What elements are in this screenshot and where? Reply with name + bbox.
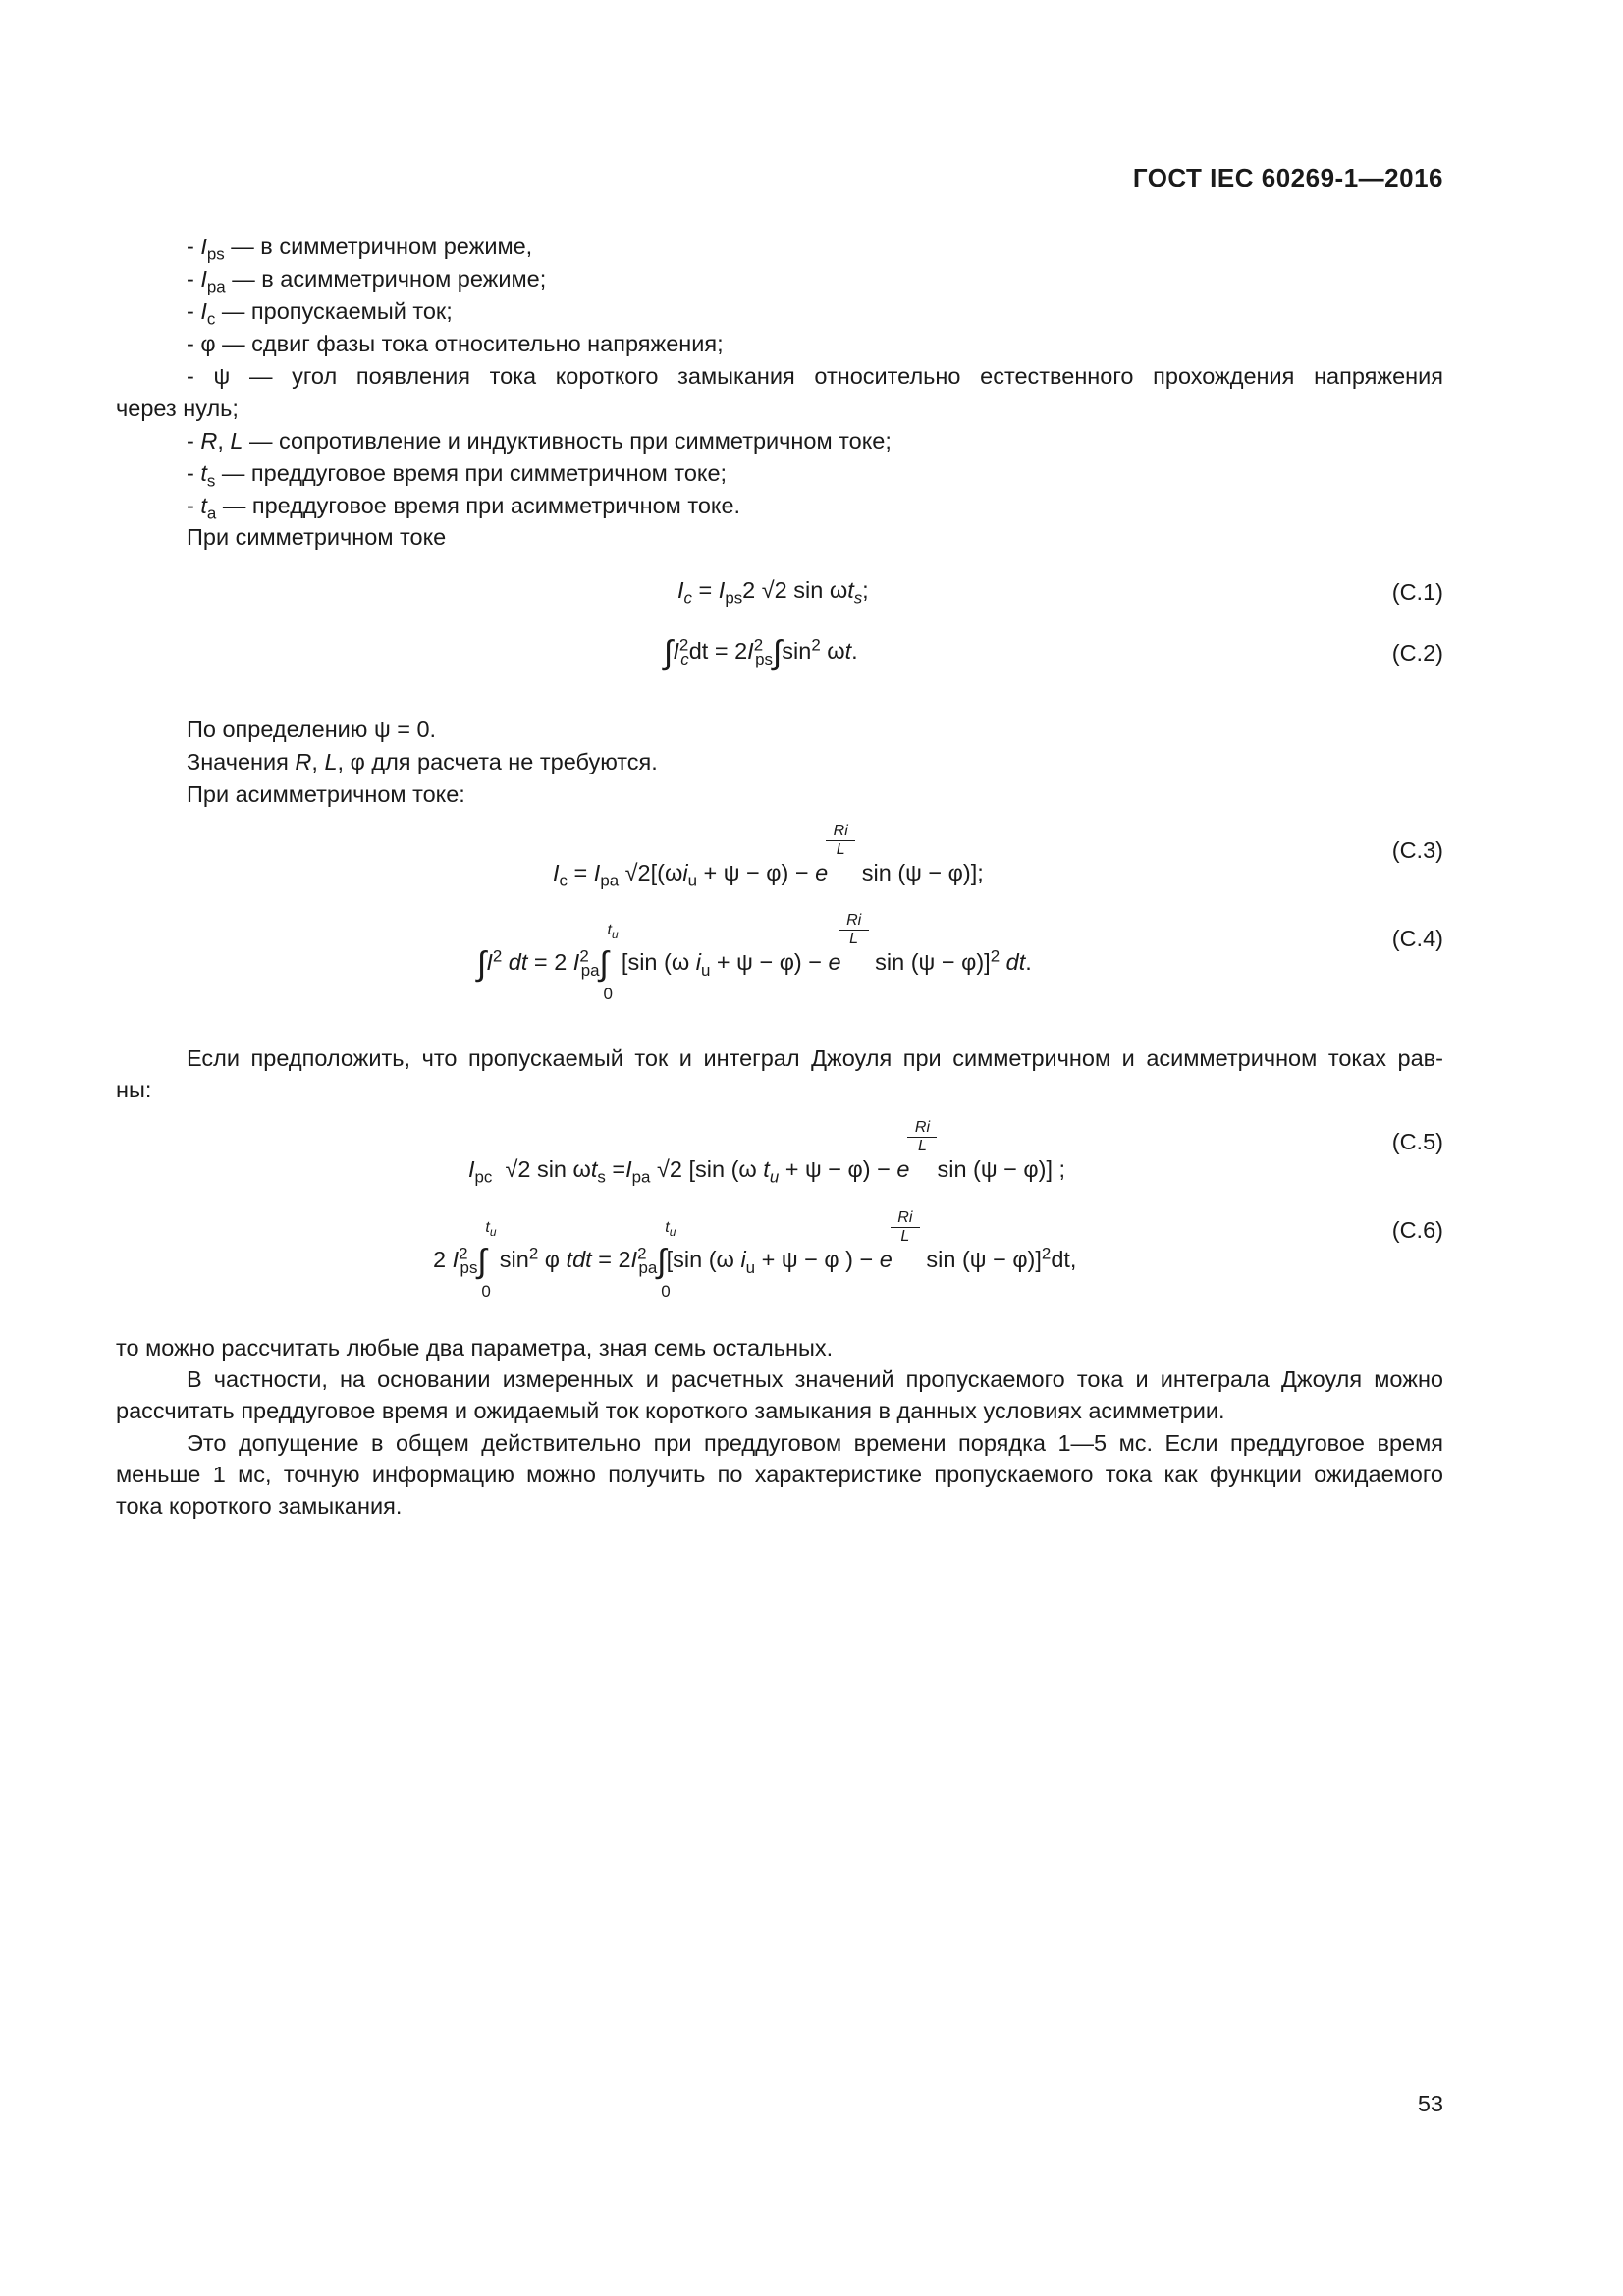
definition-ta: - $t_a$ — преддуговое время при асимметричном токе. bbox=[187, 493, 741, 523]
equation-number-c5: (C.5) bbox=[1391, 1129, 1443, 1154]
equation-c3: $I_c = I_{pa}$ $√2[(\omega i_u + \psi - \varphi) - e$ $\frac{Ri}{L}$ sin (ψ − φ)]; bbox=[553, 823, 984, 890]
document-header: ГОСТ IEC 60269-1—2016 bbox=[1132, 163, 1443, 192]
psi-definition: По определению ψ = 0. bbox=[187, 717, 437, 742]
sym-intro: При симметричном токе bbox=[187, 524, 447, 550]
equation-number-c4: (C.4) bbox=[1391, 926, 1443, 951]
paragraph-any-two: то можно рассчитать любые два параметра, зная семь остальных. bbox=[116, 1335, 834, 1361]
definition-ic: - $I_c$ — пропускаемый ток; bbox=[187, 298, 453, 329]
definition-ts: - $t_s$ — преддуговое время при симметричном токе; bbox=[187, 460, 728, 491]
not-required-note: Значения R, L, φ для расчета не требуются. bbox=[187, 749, 658, 774]
definition-ips: - $I_{ps}$ — в симметричном режиме, bbox=[187, 234, 533, 264]
if-assume-line-1: Если предположить, что пропускаемый ток и интеграл Джоуля при симметричном и асимметричном токах рав- bbox=[187, 1045, 1443, 1071]
paragraph-assumption-3: тока короткого замыкания. bbox=[116, 1493, 403, 1519]
equation-number-c6: (C.6) bbox=[1391, 1217, 1443, 1243]
equation-c6: 2 $I^2_{ps}$ $t_u$ ∫ 0 $\sin^2 \varphi$ tdt = $2I^2_{pa}$ $t_u$ ∫ 0 [sin (ω $i_u + \psi - \varphi$ ) − e $\frac{Ri}{L}$ sin (ψ − φ)]$^2$dt, bbox=[433, 1209, 1077, 1301]
equation-c1: $I_c = I_{ps}2$ √2 $\sin \omega t_s$; bbox=[677, 577, 869, 608]
equation-number-c1: (C.1) bbox=[1391, 579, 1443, 605]
equation-number-c2: (C.2) bbox=[1391, 640, 1443, 666]
equation-c2: $\int I^2_cdt = 2I^2_{ps}\int\sin^2$ ωt. bbox=[664, 634, 858, 671]
if-assume-line-2: ны: bbox=[116, 1077, 152, 1102]
asym-intro: При асимметричном токе: bbox=[187, 781, 465, 807]
definition-psi: - ψ — угол появления тока короткого замыкания относительно естественного прохождения напряжения bbox=[187, 363, 1443, 389]
paragraph-assumption-1: Это допущение в общем действительно при преддуговом времени порядка 1—5 мс. Если преддуговое время bbox=[187, 1430, 1443, 1456]
definition-psi-cont: через нуль; bbox=[116, 396, 239, 421]
definition-ipa: - $I_{pa}$ — в асимметричном режиме; bbox=[187, 266, 547, 296]
definition-phi: - φ — сдвиг фазы тока относительно напряжения; bbox=[187, 331, 724, 356]
equation-c4: $\int I^2$ dt = 2 $I^2_{pa}$ $t_u$ ∫ 0 [sin (ω $i_u + \psi - \varphi) - e$ $\frac{Ri}{L}$ sin (ψ − φ)]$^2$ dt. bbox=[477, 912, 1032, 1003]
paragraph-particular-2: рассчитать преддуговое время и ожидаемый ток короткого замыкания в данных условиях асимметрии. bbox=[116, 1398, 1225, 1423]
paragraph-assumption-2: меньше 1 мс, точную информацию можно получить по характеристике пропускаемого тока как функции ожидаемого bbox=[116, 1462, 1443, 1487]
page-number: 53 bbox=[1417, 2091, 1443, 2116]
paragraph-particular-1: В частности, на основании измеренных и расчетных значений пропускаемого тока и интеграла Джоуля можно bbox=[187, 1366, 1443, 1392]
definition-rl: - R, L — сопротивление и индуктивность при симметричном токе; bbox=[187, 428, 892, 454]
equation-number-c3: (C.3) bbox=[1391, 837, 1443, 863]
equation-c5: $I_{pc}$ √2 $\sin \omega t_s =I_{pa}$ √2 [sin (ω $t_u + \psi - \varphi) - e$ $\frac{Ri}{L}$ sin (ψ − φ)] ; bbox=[468, 1119, 1066, 1187]
